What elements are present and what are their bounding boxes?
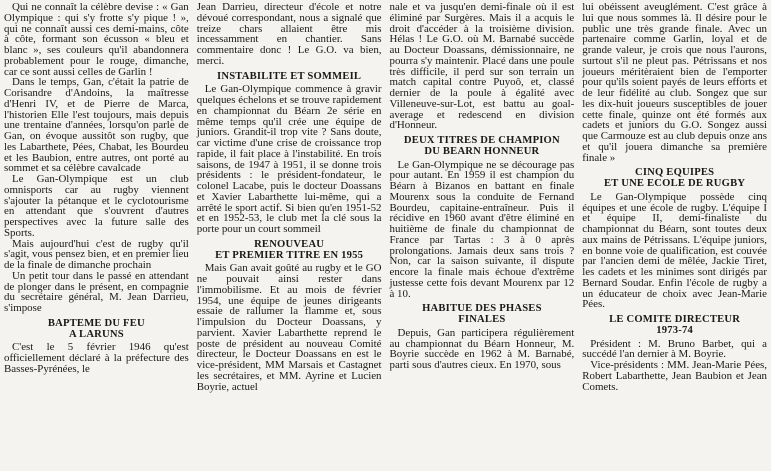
section-heading [582,315,767,337]
paragraph: Un petit tour dans le passé en attendant de plonger dans le présent, en compagnie du secrétaire général, M. Jean Darrieu, s'impose [4,269,189,314]
paragraph: Le Gan-Olympique commence à gravir quelques échelons et se trouve rapidement en championnat du Béarn 2e série en même temps qu'il crée une équipe de juniors. Grandit-il trop vite ? Sans doute, car victime d'une crise de croissance trop rapide, il fait place à l'instabilité. En trois saisons, de 1947 à 1951, il se donne trois présidents : le président-fondateur, le colonel Lacabe, puis le docteur Doassans et Xavier Labarthette lui-même, qui a arrêté le sport actif. Si bien qu'en 1951-52 et en 1952-53, le club met la clé sous la porte pour un court sommeil [196,83,382,236]
column-1 [4,2,189,471]
heading-line-2: FINALES [458,314,506,326]
heading-line-1: HABITUE DES PHASES [422,303,542,315]
section-heading [197,240,382,262]
section-heading [582,168,767,190]
heading-line-1: RENOUVEAU [254,238,325,250]
paragraph: Dans le temps, Gan, c'était la patrie de Corisandre d'Andoins, la maîtresse d'Henri IV, et de Pierre de Marca, l'historien Elle l'est toujours, mais depuis une trentaine d'années, lorsqu'on parle de Gan, on évoque aussitôt son rugby, que les Labarthete, Pées, Chabat, les Bourdeu et les Baubion, entre autres, ont porté au sommet et sa célèbre cavalcade [4,76,189,175]
paragraph: Le Gan-Olympique est un club omnisports car au rugby viennent s'ajouter la pétanque et le cyclotourisme en attendant que s'ouvrent d'autres perspectives avec la future salle des Sports. [4,173,189,239]
column-3 [390,2,575,471]
section-heading [197,72,382,83]
heading-line-2: A LARUNS [68,328,124,340]
paragraph: Qui ne connaît la célèbre devise : « Gan Olympique : qui s'y frotte s'y pique ! », qui ne connaît aussi ces demi-mains, côte à côte, formant son écusson « bleu et blanc », ses couleurs qu'il abandonnera probablement pour le rouge, dimanche, car ce sont aussi celles de Garlin ! [4,1,189,78]
heading-line-2: ET UNE ECOLE DE RUGBY [604,178,746,190]
section-heading [4,319,189,341]
section-heading [390,136,575,158]
column-2 [197,2,382,471]
paragraph: Vice-présidents : MM. Jean-Marie Pées, Robert Labarthette, Jean Baubion et Jean Comets. [582,359,767,393]
paragraph: lui obéissent aveuglément. C'est grâce à lui que nous sommes là. Il désire pour le public une très grande finale. Avec un partenaire comme Garlin, loyal et de grande valeur, je crois que nous l'aurons, surtout s'il ne pleut pas. Pétrissans et nos joueurs méritèraient bien de l'emporter pour qu'ils soient payés de leurs efforts et de leur fidélité au club. Songez que sur les dix-huit joueurs susceptibles de jouer cette finale, quinze ont été formés aux cadets et juniors du G.O. Songez aussi que Carmouze est au club depuis onze ans et qu'il jouera dimanche sa première finale » [582,1,767,164]
heading-line-2: ET PREMIER TITRE EN 1955 [215,249,364,261]
heading-line-1: BAPTEME DU FEU [47,317,145,329]
paragraph: nale et va jusqu'en demi-finale où il est éliminé par Surgères. Mais il a acquis le droit d'accéder à la troisième division. Hélas ! Le G.O. où M. Barnabé succède au Docteur Doassans, démissionnaire, ne pourra s'y maintenir. Placé dans une poule très difficile, il perd sur son terrain un match capital contre Puyoô, et, classé dernier de la poule à égalité avec Villeneuve-sur-Lot, est battu au goal-average et redescend en division d'Honneur. [389,1,575,132]
heading-line-1: LE COMITE DIRECTEUR [609,314,741,326]
paragraph: Depuis, Gan participera régulièrement au championnat du Béarn Honneur, M. Boyrie succède en 1962 à M. Barnabé, parti sous d'autres cieux. En 1970, sous [389,326,575,372]
column-4 [582,2,767,471]
heading-line-1: DEUX TITRES DE CHAMPION [403,135,560,146]
paragraph: Le Gan-Olympique possède cinq équipes et une école de rugby. L'équipe I et équipe II, demi-finaliste du championnat du Béarn, sont toutes deux aux mains de Pétrissans. L'équipe juniors, en bonne voie de qualification, est couvée par l'ancien demi de mêlée, Jackie Tiret, les cadets et les minimes sont dirigés par Bernard Soudar. Enfin l'école de rugby a un éducateur de choix avec Jean-Marie Pées. [582,190,767,311]
heading-line-1: INSTABILITE ET SOMMEIL [217,70,362,82]
paragraph: Jean Darrieu, directeur d'école et notre dévoué correspondant, nous a signalé que treize chars allaient être mis incessamment en chantier. Sans commentaire donc ! Le G.O. va bien, merci. [196,1,382,67]
paragraph: Mais aujourd'hui c'est de rugby qu'il s'agit, vous pensez bien, et en premier lieu de la finale de dimanche prochain [4,237,189,271]
heading-line-1: CINQ EQUIPES [635,167,715,179]
paragraph: Mais Gan avait goûté au rugby et le GO ne pouvait ainsi rester dans l'immobilisme. Et au mois de février 1954, une équipe de jeunes dirigeants essaie de rallumer la flamme et, sous l'impulsion du Docteur Doassans, y parvient. Xavier Labarthette reprend le poste de président au nouveau Comité directeur, le Docteur Doassans en est le vice-président, MM Marsais et Castagnet les secrétaires, et MM. Ayrine et Lucien Boyrie, actuel [196,262,382,393]
paragraph: C'est le 5 février 1946 qu'est officiellement déclaré à la préfecture des Basses-Pyrénées, le [4,341,189,375]
heading-line-2: 1973-74 [656,324,693,336]
heading-line-2: DU BEARN HONNEUR [424,145,540,157]
section-heading [390,304,575,326]
paragraph: Président : M. Bruno Barbet, qui a succédé l'an dernier à M. Boyrie. [582,337,767,361]
paragraph: Le Gan-Olympique ne se décourage pas pour autant. En 1959 il est champion du Béarn à Bizanos en battant en finale Mourenx sous la conduite de Fernand Bourdeu, capitaine-entraîneur. Puis il récidive en 1960 avant d'être éliminé en huitième de finale du championnat de France par Tartas : 3 à 0 après prolongations. Jamais deux sans trois ? Non, car la saison suivante, il dispute encore la finale mais échoue d'extrême justesse cette fois devant Mourenx par 12 à 10. [389,158,575,300]
